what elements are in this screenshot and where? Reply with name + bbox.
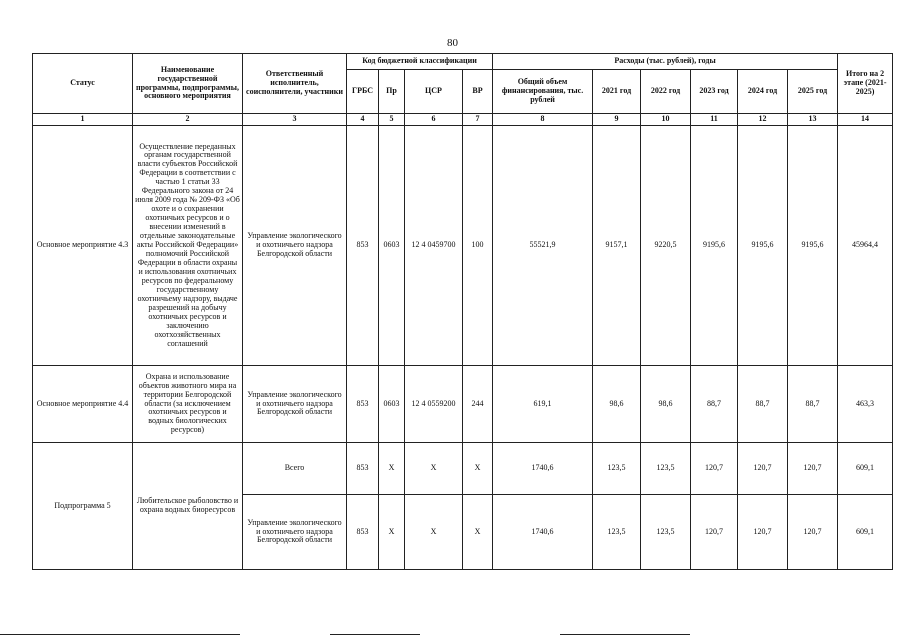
column-number: 13	[788, 114, 838, 126]
column-number: 8	[493, 114, 593, 126]
header-expenses: Расходы (тыс. рублей), годы	[493, 54, 838, 70]
scan-edge-line	[330, 634, 420, 635]
column-number: 1	[33, 114, 133, 126]
column-number-row	[33, 114, 893, 126]
header-name: Наименование государственной программы, подпрограммы, основного мероприятия	[133, 54, 243, 114]
row-grbs: 853	[347, 126, 379, 366]
row-responsible: Управление экологического и охотничьего надзора Белгородской области	[243, 126, 347, 366]
column-number: 12	[738, 114, 788, 126]
row-2023: 9195,6	[691, 126, 738, 366]
table-row	[33, 366, 893, 443]
row-grbs: 853	[347, 366, 379, 443]
row-csr: Х	[405, 443, 463, 495]
row-2022: 98,6	[641, 366, 691, 443]
row-2024: 9195,6	[738, 126, 788, 366]
row-csr: 12 4 0559200	[405, 366, 463, 443]
row-responsible: Управление экологического и охотничьего надзора Белгородской области	[243, 366, 347, 443]
row-2025: 120,7	[788, 443, 838, 495]
row-csr: Х	[405, 495, 463, 570]
row-vr: 100	[463, 126, 493, 366]
header-pr: Пр	[379, 70, 405, 114]
header-2021: 2021 год	[593, 70, 641, 114]
header-status: Статус	[33, 54, 133, 114]
header-total-volume: Общий объем финансирования, тыс. рублей	[493, 70, 593, 114]
row-vr: Х	[463, 443, 493, 495]
row-pr: Х	[379, 495, 405, 570]
row-vr: 244	[463, 366, 493, 443]
row-2023: 88,7	[691, 366, 738, 443]
header-budget-code: Код бюджетной классификации	[347, 54, 493, 70]
row-total: 1740,6	[493, 495, 593, 570]
row-stage-total: 609,1	[838, 495, 893, 570]
row-csr: 12 4 0459700	[405, 126, 463, 366]
row-name: Осуществление переданных органам государственной власти субъектов Российской Федерации в соответствии с частью 1 статьи 33 Федерального закона от 24 июля 2009 года № 209-ФЗ «Об охоте и о сохранении охотничьих ресурсов и о внесении изменений в отдельные законодательные акты Российской Федерации» полномочий Российской Федерации в области охраны и использования охотничьих ресурсов по федеральному государственному охотничьему надзору, выдаче разрешений на добычу охотничьих ресурсов и заключению охотхозяйственных соглашений	[133, 126, 243, 366]
row-status: Основное мероприятие 4.3	[33, 126, 133, 366]
row-2024: 120,7	[738, 495, 788, 570]
row-status: Основное мероприятие 4.4	[33, 366, 133, 443]
header-2022: 2022 год	[641, 70, 691, 114]
header-grbs: ГРБС	[347, 70, 379, 114]
column-number: 11	[691, 114, 738, 126]
column-number: 4	[347, 114, 379, 126]
column-number: 3	[243, 114, 347, 126]
row-responsible: Управление экологического и охотничьего надзора Белгородской области	[243, 495, 347, 570]
row-total: 55521,9	[493, 126, 593, 366]
table-row	[33, 126, 893, 366]
row-pr: 0603	[379, 366, 405, 443]
column-number: 9	[593, 114, 641, 126]
row-2023: 120,7	[691, 495, 738, 570]
header-csr: ЦСР	[405, 70, 463, 114]
row-2021: 9157,1	[593, 126, 641, 366]
row-2021: 123,5	[593, 495, 641, 570]
row-total: 1740,6	[493, 443, 593, 495]
row-vr: Х	[463, 495, 493, 570]
row-grbs: 853	[347, 443, 379, 495]
row-2021: 98,6	[593, 366, 641, 443]
row-stage-total: 463,3	[838, 366, 893, 443]
budget-table	[32, 53, 893, 570]
row-2022: 123,5	[641, 443, 691, 495]
row-grbs: 853	[347, 495, 379, 570]
scan-edge-line	[560, 634, 690, 635]
row-2023: 120,7	[691, 443, 738, 495]
header-vr: ВР	[463, 70, 493, 114]
column-number: 10	[641, 114, 691, 126]
row-2024: 88,7	[738, 366, 788, 443]
row-stage-total: 609,1	[838, 443, 893, 495]
row-responsible: Всего	[243, 443, 347, 495]
subprogram-status: Подпрограмма 5	[33, 443, 133, 570]
row-pr: 0603	[379, 126, 405, 366]
row-2025: 9195,6	[788, 126, 838, 366]
column-number: 5	[379, 114, 405, 126]
header-2023: 2023 год	[691, 70, 738, 114]
column-number: 2	[133, 114, 243, 126]
subprogram-name: Любительское рыболовство и охрана водных биоресурсов	[133, 443, 243, 570]
table-row	[33, 443, 893, 495]
row-stage-total: 45964,4	[838, 126, 893, 366]
row-2025: 88,7	[788, 366, 838, 443]
row-total: 619,1	[493, 366, 593, 443]
header-responsible: Ответственный исполнитель, соисполнители, участники	[243, 54, 347, 114]
column-number: 7	[463, 114, 493, 126]
row-name: Охрана и использование объектов животного мира на территории Белгородской области (за исключением охотничьих ресурсов и водных биологических ресурсов)	[133, 366, 243, 443]
scan-edge-line	[0, 634, 240, 635]
column-number: 6	[405, 114, 463, 126]
row-2024: 120,7	[738, 443, 788, 495]
page-number: 80	[447, 37, 458, 49]
row-2022: 9220,5	[641, 126, 691, 366]
row-2021: 123,5	[593, 443, 641, 495]
header-2024: 2024 год	[738, 70, 788, 114]
row-2025: 120,7	[788, 495, 838, 570]
row-pr: Х	[379, 443, 405, 495]
row-2022: 123,5	[641, 495, 691, 570]
column-number: 14	[838, 114, 893, 126]
header-2025: 2025 год	[788, 70, 838, 114]
header-stage-total: Итого на 2 этапе (2021-2025)	[838, 54, 893, 114]
